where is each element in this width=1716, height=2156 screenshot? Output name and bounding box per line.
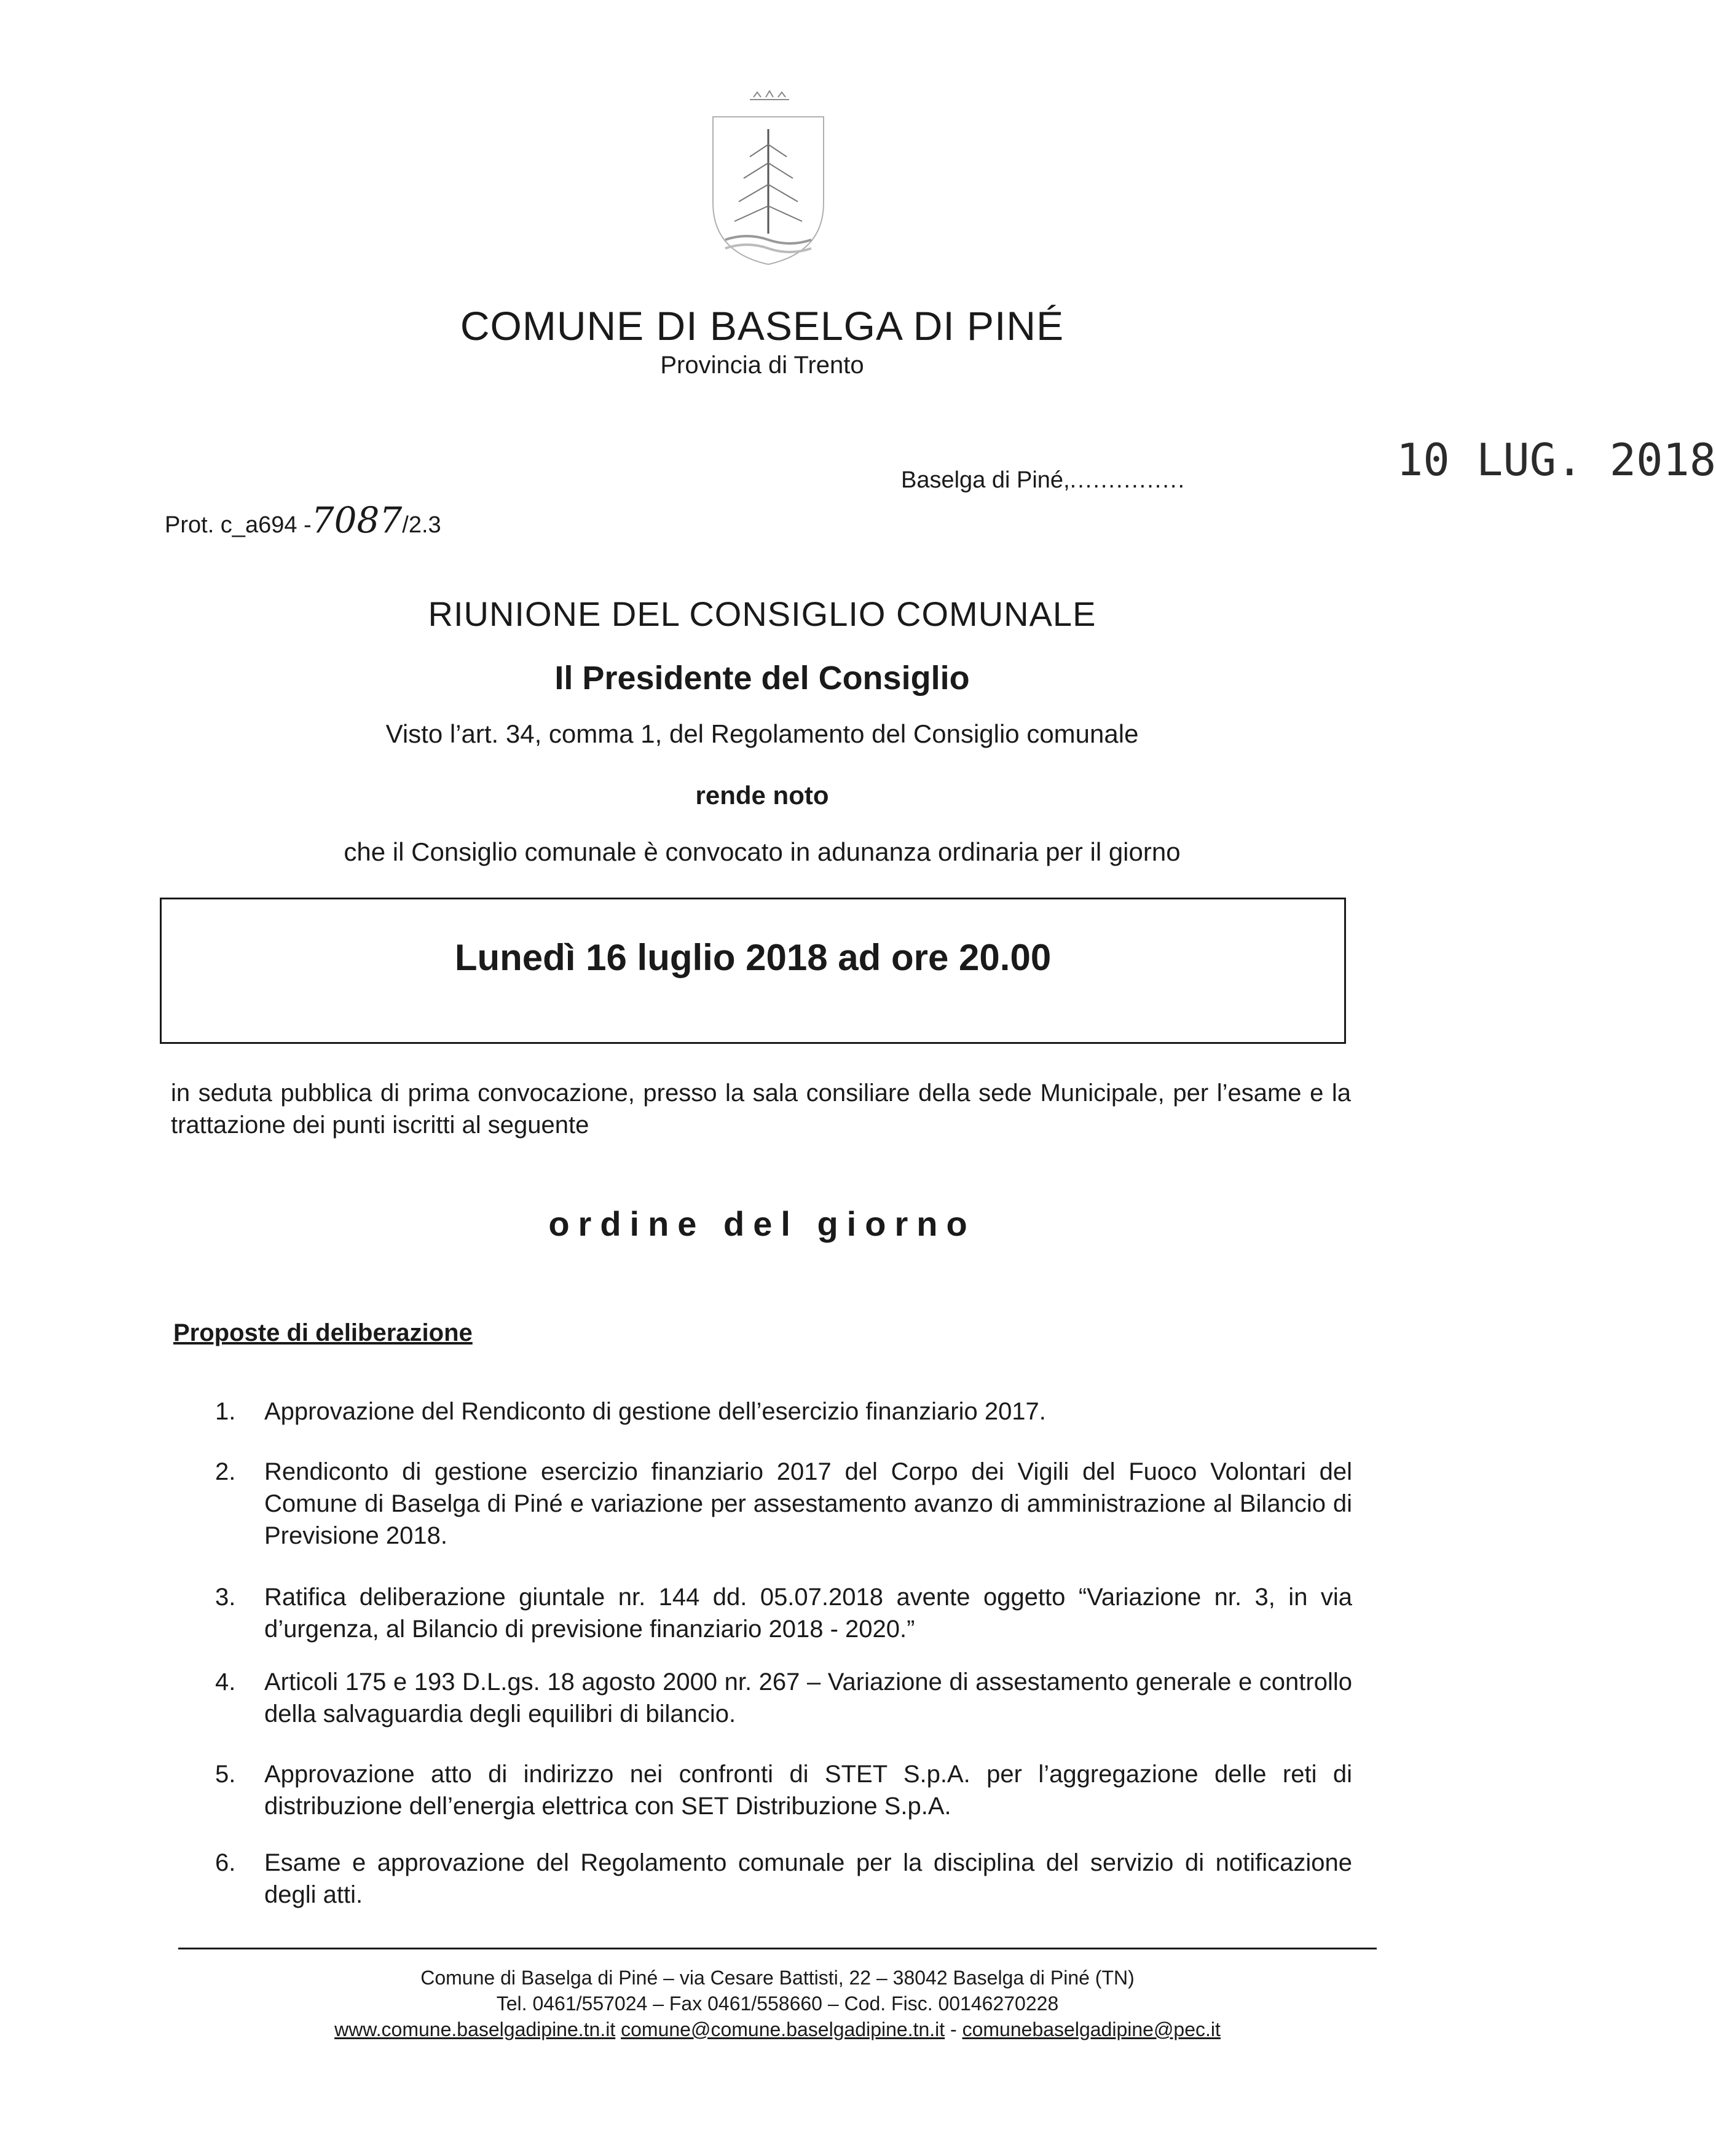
protocol-number: [165, 499, 441, 541]
meeting-date: Lunedì 16 luglio 2018 ad ore 20.00: [454, 937, 1052, 978]
meeting-date-box: [160, 898, 1346, 1044]
footer-contacts: Tel. 0461/557024 – Fax 0461/558660 – Cod. Fisc. 00146270228: [496, 1992, 1059, 2015]
meeting-title: RIUNIONE DEL CONSIGLIO COMUNALE: [428, 594, 1096, 633]
agenda-item: [215, 1847, 1352, 1911]
protocol-prefix: Prot. c_a694 -: [165, 512, 312, 538]
agenda-item-number: 1.: [215, 1398, 236, 1425]
agenda-item-text: Ratifica deliberazione giuntale nr. 144 dd. 05.07.2018 avente oggetto “Variazione nr. 3, in via d’urgenza, al Bilancio di previsione finanziario 2018 - 2020.”: [264, 1584, 1352, 1643]
agenda-item-number: 2.: [215, 1458, 236, 1485]
email-link[interactable]: comune@comune.baselgadipine.tn.it: [621, 2018, 945, 2040]
pec-link[interactable]: comunebaselgadipine@pec.it: [962, 2018, 1221, 2040]
announce-label: rende noto: [695, 781, 829, 810]
footer-divider: [178, 1948, 1377, 1949]
website-link[interactable]: www.comune.baselgadipine.tn.it: [334, 2018, 616, 2040]
agenda-item-text: Approvazione del Rendiconto di gestione dell’esercizio finanziario 2017.: [264, 1398, 1046, 1425]
place-line: [901, 467, 1186, 494]
coat-of-arms-icon: [701, 86, 836, 270]
province-name: Provincia di Trento: [660, 352, 864, 379]
agenda-item-text: Rendiconto di gestione esercizio finanziario 2017 del Corpo dei Vigili del Fuoco Volontari del Comune di Baselga di Piné e variazione per assestamento avanzo di amministrazione al Bilancio di Previsione 2018.: [264, 1458, 1352, 1549]
agenda-item: [215, 1456, 1352, 1552]
agenda-item: [215, 1666, 1352, 1730]
agenda-item: [215, 1396, 1352, 1427]
convocation-text: che il Consiglio comunale è convocato in adunanza ordinaria per il giorno: [344, 837, 1181, 866]
agenda-item-number: 4.: [215, 1668, 236, 1696]
agenda-item-number: 5.: [215, 1761, 236, 1788]
footer-links: [178, 2016, 1377, 2042]
place-label: Baselga di Piné,: [901, 467, 1070, 493]
footer-address: Comune di Baselga di Piné – via Cesare Battisti, 22 – 38042 Baselga di Piné (TN): [420, 1967, 1135, 1989]
place-dots: ...............: [1069, 467, 1186, 493]
president-heading: Il Presidente del Consiglio: [554, 660, 970, 697]
agenda-item-number: 6.: [215, 1849, 236, 1876]
agenda-item-text: Approvazione atto di indirizzo nei confronti di STET S.p.A. per l’aggregazione delle reti di distribuzione dell’energia elettrica con SET Distribuzione S.p.A.: [264, 1761, 1352, 1820]
agenda-item: [215, 1758, 1352, 1822]
municipality-name: COMUNE DI BASELGA DI PINÉ: [460, 303, 1065, 349]
proposals-heading: Proposte di deliberazione: [173, 1319, 473, 1346]
footer: [178, 1965, 1377, 2042]
protocol-suffix: /2.3: [402, 512, 441, 538]
regulation-reference: Visto l’art. 34, comma 1, del Regolamento del Consiglio comunale: [385, 719, 1139, 748]
agenda-heading: ordine del giorno: [548, 1204, 976, 1243]
agenda-item-text: Esame e approvazione del Regolamento comunale per la disciplina del servizio di notificazione degli atti.: [264, 1849, 1352, 1908]
footer-separator: -: [945, 2018, 962, 2040]
agenda-item-text: Articoli 175 e 193 D.L.gs. 18 agosto 2000 nr. 267 – Variazione di assestamento generale e controllo della salvaguardia degli equilibri di bilancio.: [264, 1668, 1352, 1728]
agenda-item: [215, 1581, 1352, 1645]
agenda-item-number: 3.: [215, 1584, 236, 1611]
protocol-handwritten-number: 7087: [311, 499, 403, 541]
date-stamp: 10 LUG. 2018: [1396, 434, 1716, 486]
session-details: in seduta pubblica di prima convocazione, presso la sala consiliare della sede Municipale, per l’esame e la trattazione dei punti iscritti al seguente: [171, 1080, 1351, 1139]
